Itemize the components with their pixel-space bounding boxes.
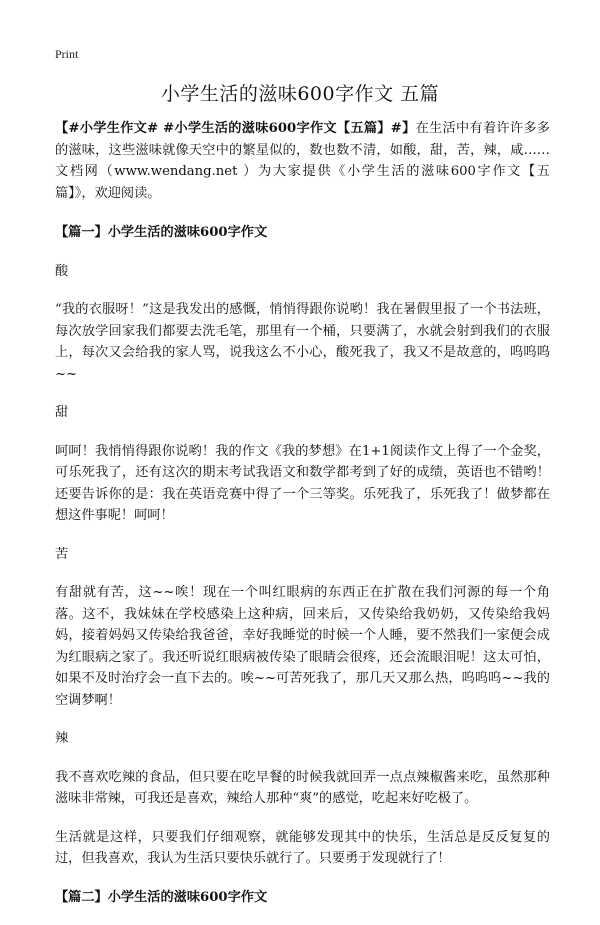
- section-heading: 【篇二】小学生活的滋味600字作文: [55, 889, 268, 905]
- intro-paragraph: [55, 118, 550, 204]
- page-title: 小学生活的滋味600字作文 五篇: [160, 83, 440, 105]
- intro-tag: 【#小学生作文# #小学生活的滋味600字作文【五篇】#】: [55, 121, 416, 136]
- flavor-heading-bitter: 苦: [55, 546, 69, 562]
- intro-text: 在生活中有着许许多多的滋味，这些滋味就像天空中的繁星似的，数也数不清，如酸，甜，苦，辣，咸……文档网（www.wendang.net ）为大家提供《小学生活的滋味600字作文【五篇】》，欢迎阅读。: [55, 121, 550, 201]
- paragraph: 我不喜欢吃辣的食品，但只要在吃早餐的时候我就回弄一点点辣椒酱来吃，虽然那种滋味非常辣，可我还是喜欢，辣给人那种“爽”的感觉，吃起来好吃极了。: [55, 769, 550, 806]
- flavor-heading-sweet: 甜: [55, 405, 69, 420]
- paragraph: 呵呵！我悄悄得跟你说哟！我的作文《我的梦想》在1+1阅读作文上得了一个金奖，可乐死我了，还有这次的期末考试我语文和数学都考到了好的成绩，英语也不错哟！还要告诉你的是：我在英语竞赛中得了一个三等奖。乐死我了，乐死我了！做梦都在想这件事呢！呵呵！: [55, 443, 550, 523]
- print-label: Print: [55, 47, 79, 61]
- paragraph: 生活就是这样，只要我们仔细观察，就能够发现其中的快乐，生活总是反反复复的过，但我喜欢，我认为生活只要快乐就行了。只要勇于发现就行了！: [55, 829, 550, 866]
- paragraph: “我的衣服呀！”这是我发出的感慨，悄悄得跟你说哟！我在暑假里报了一个书法班，每次放学回家我们都要去洗毛笔，那里有一个桶，只要满了，水就会射到我们的衣服上，每次又会给我的家人骂，说我这么不小心，酸死我了，我又不是故意的，呜呜呜~~: [55, 302, 550, 382]
- paragraph: 有甜就有苦，这~~唉！现在一个叫红眼病的东西正在扩散在我们河源的每一个角落。这不，我妹妹在学校感染上这种病，回来后，又传染给我奶奶，又传染给我妈妈，接着妈妈又传染给我爸爸，幸好我睡觉的时候一个人睡，要不然我们一家便会成为红眼病之家了。我还听说红眼病被传染了眼睛会很疼，还会流眼泪呢！这太可怕，如果不及时治疗会一直下去的。唉~~可苦死我了，那几天又那么热，呜呜呜~~我的空调梦啊！: [55, 585, 550, 708]
- flavor-heading-spicy: 辣: [55, 731, 69, 746]
- section-heading: 【篇一】小学生活的滋味600字作文: [55, 225, 268, 240]
- article-body: [55, 118, 550, 925]
- flavor-heading-sour: 酸: [55, 263, 69, 279]
